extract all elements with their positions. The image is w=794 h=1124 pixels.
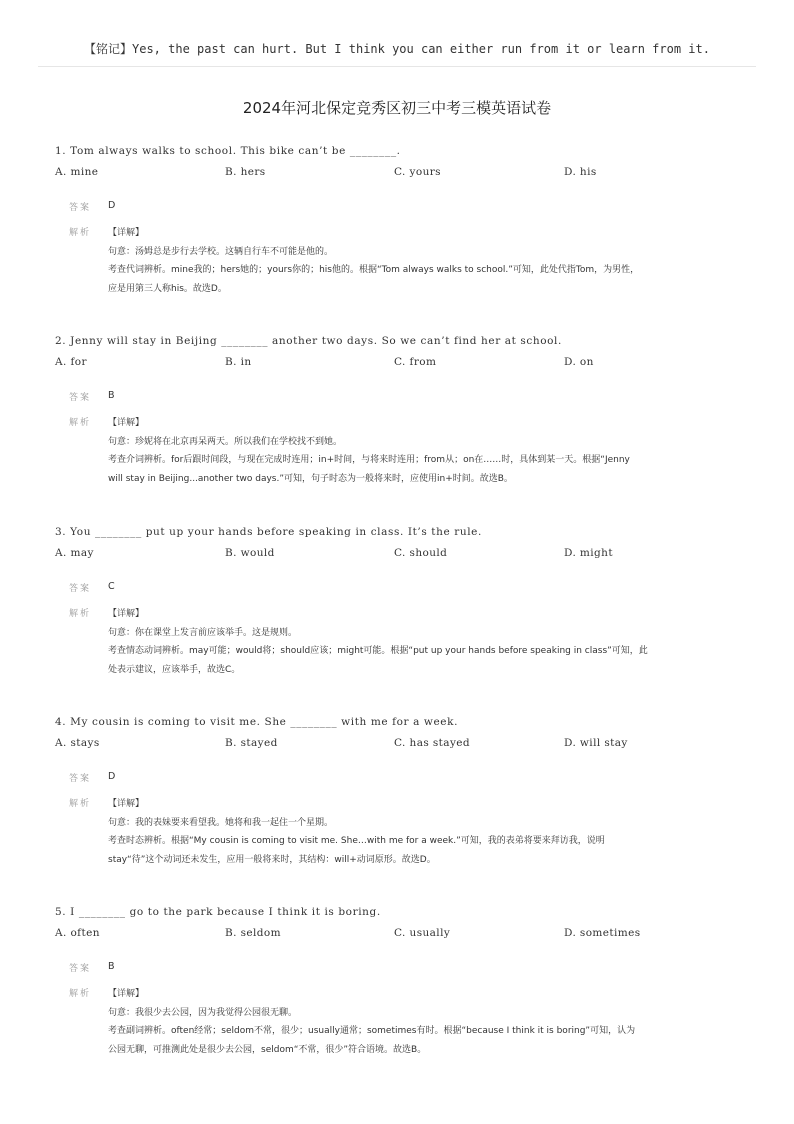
answer-value: B <box>108 390 115 401</box>
option-a[interactable]: A. often <box>55 927 100 939</box>
option-b[interactable]: B. seldom <box>225 927 281 939</box>
option-c[interactable]: C. has stayed <box>394 737 471 749</box>
explanation <box>108 795 728 869</box>
option-a[interactable]: A. may <box>55 547 94 559</box>
question-stem: 5. I ________ go to the park because I think it is boring. <box>55 906 381 918</box>
analysis-label: 解析 <box>69 989 92 999</box>
option-d[interactable]: D. his <box>564 166 597 178</box>
option-d[interactable]: D. will stay <box>564 737 628 749</box>
explanation-line: 句意：珍妮将在北京再呆两天。所以我们在学校找不到她。 <box>108 436 343 447</box>
explanation <box>108 985 728 1059</box>
explanation-line: 应是用第三人称his。故选D。 <box>108 283 227 294</box>
answer-label: 答案 <box>69 203 92 213</box>
explanation-line: 公园无聊，可推测此处是很少去公园，seldom“不常，很少”符合语境。故选B。 <box>108 1044 427 1055</box>
question-stem: 3. You ________ put up your hands before speaking in class. It’s the rule. <box>55 526 482 538</box>
explanation <box>108 224 728 298</box>
option-b[interactable]: B. stayed <box>225 737 278 749</box>
header-divider <box>38 66 756 67</box>
question-stem: 2. Jenny will stay in Beijing ________ another two days. So we can’t find her at school. <box>55 335 562 347</box>
detail-heading: 【详解】 <box>108 799 145 809</box>
detail-heading: 【详解】 <box>108 418 145 428</box>
option-b[interactable]: B. hers <box>225 166 266 178</box>
option-c[interactable]: C. usually <box>394 927 451 939</box>
option-b[interactable]: B. would <box>225 547 275 559</box>
answer-label: 答案 <box>69 393 92 403</box>
explanation-line: 句意：汤姆总是步行去学校。这辆自行车不可能是他的。 <box>108 246 334 257</box>
explanation-line: 句意：你在课堂上发言前应该举手。这是规则。 <box>108 627 298 638</box>
option-c[interactable]: C. from <box>394 356 437 368</box>
option-b[interactable]: B. in <box>225 356 252 368</box>
answer-value: C <box>108 581 115 592</box>
answer-value: B <box>108 961 115 972</box>
analysis-label: 解析 <box>69 799 92 809</box>
analysis-label: 解析 <box>69 609 92 619</box>
explanation <box>108 414 728 488</box>
option-a[interactable]: A. mine <box>55 166 99 178</box>
detail-heading: 【详解】 <box>108 989 145 999</box>
detail-heading: 【详解】 <box>108 609 145 619</box>
explanation-line: 处表示建议，应该举手，故选C。 <box>108 664 241 675</box>
question-stem: 4. My cousin is coming to visit me. She ________ with me for a week. <box>55 716 459 728</box>
motto: 【铭记】Yes, the past can hurt. But I think you can either run from it or learn from it. <box>84 42 710 56</box>
page-title: 2024年河北保定竞秀区初三中考三模英语试卷 <box>242 99 552 117</box>
option-a[interactable]: A. stays <box>55 737 100 749</box>
explanation-line: will stay in Beijing...another two days.”可知，句子时态为一般将来时，应使用in+时间。故选B。 <box>108 473 513 484</box>
answer-label: 答案 <box>69 584 92 594</box>
explanation-line: stay“待”这个动词还未发生，应用一般将来时，其结构：will+动词原形。故选D。 <box>108 854 436 865</box>
explanation-line: 考查代词辨析。mine我的；hers她的；yours你的；his他的。根据“Tom always walks to school.”可知，此处代指Tom，为男性， <box>108 265 640 275</box>
option-c[interactable]: C. should <box>394 547 448 559</box>
answer-label: 答案 <box>69 774 92 784</box>
explanation-line: 考查时态辨析。根据“My cousin is coming to visit me. She…with me for a week.”可知，我的表弟将要来拜访我，说明 <box>108 836 605 846</box>
explanation-line: 句意：我很少去公园，因为我觉得公园很无聊。 <box>108 1007 298 1018</box>
explanation-line: 考查副词辨析。often经常；seldom不常，很少；usually通常；sometimes有时。根据“because I think it is boring”可知，认为 <box>108 1026 636 1036</box>
option-d[interactable]: D. might <box>564 547 613 559</box>
option-d[interactable]: D. on <box>564 356 594 368</box>
answer-label: 答案 <box>69 964 92 974</box>
answer-value: D <box>108 771 116 782</box>
option-a[interactable]: A. for <box>55 356 87 368</box>
analysis-label: 解析 <box>69 418 92 428</box>
option-c[interactable]: C. yours <box>394 166 441 178</box>
explanation-line: 考查情态动词辨析。may可能；would将；should应该；might可能。根据“put up your hands before speaking in class”可知，此 <box>108 646 648 656</box>
question-stem: 1. Tom always walks to school. This bike can’t be ________. <box>55 145 401 157</box>
explanation-line: 句意：我的表妹要来看望我。她将和我一起住一个星期。 <box>108 817 334 828</box>
analysis-label: 解析 <box>69 228 92 238</box>
explanation-line: 考查介词辨析。for后跟时间段，与现在完成时连用；in+时间，与将来时连用；from从；on在……时，具体到某一天。根据“Jenny <box>108 455 630 465</box>
answer-value: D <box>108 200 116 211</box>
option-d[interactable]: D. sometimes <box>564 927 641 939</box>
explanation <box>108 605 728 679</box>
detail-heading: 【详解】 <box>108 228 145 238</box>
